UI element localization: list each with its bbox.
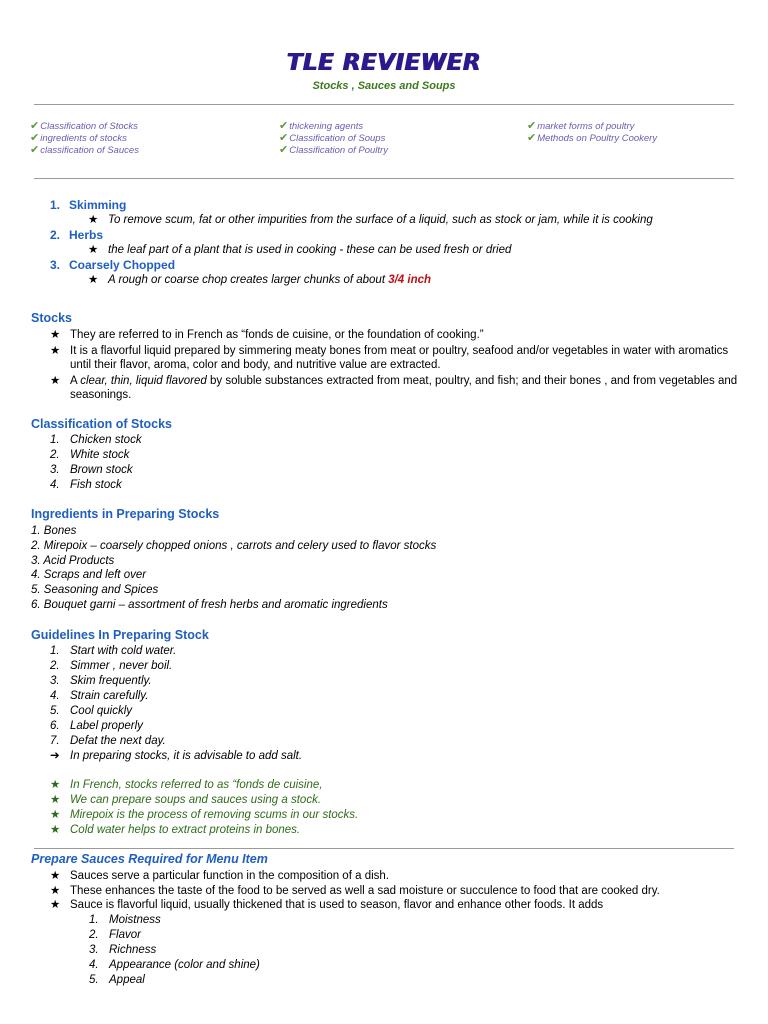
- section-heading-guidelines: Guidelines In Preparing Stock: [31, 628, 209, 642]
- check-icon: ✔: [279, 144, 289, 156]
- list-item: ➔ In preparing stocks, it is advisable to add salt.: [50, 750, 303, 762]
- topic-item: ✔Methods on Poultry Cookery: [527, 132, 658, 144]
- list-item: 3. Brown stock: [50, 464, 133, 476]
- section-heading-sauces: Prepare Sauces Required for Menu Item: [31, 852, 268, 866]
- star-icon: ★: [50, 824, 61, 836]
- list-item: 3. Skim frequently.: [50, 675, 152, 687]
- list-item: 2. Flavor: [89, 929, 141, 941]
- check-icon: ✔: [30, 132, 40, 144]
- note-item: ★ In French, stocks referred to as “fonds de cuisine,: [50, 779, 323, 791]
- note-item: ★ Mirepoix is the process of removing scums in our stocks.: [50, 809, 359, 821]
- bullet-item: ★ They are referred to in French as “fonds de cuisine, or the foundation of cooking.”: [50, 329, 484, 341]
- divider-top: [34, 104, 734, 105]
- definition-term: 3. Coarsely Chopped: [50, 258, 176, 272]
- classification-list: [50, 433, 142, 493]
- topic-item: ✔ingredients of stocks: [30, 132, 127, 144]
- bullet-item: ★ Sauce is flavorful liquid, usually thickened that is used to season, flavor and enhance other foods. It adds: [50, 899, 604, 912]
- list-item: 4. Strain carefully.: [50, 690, 149, 702]
- list-item: 4. Appearance (color and shine): [89, 959, 260, 971]
- list-item: 1. Start with cold water.: [50, 645, 177, 657]
- stocks-bullets: [50, 328, 740, 403]
- bullet-item: ★ Sauces serve a particular function in the composition of a dish.: [50, 870, 389, 882]
- star-icon: ★: [88, 244, 99, 256]
- list-item: 2. White stock: [50, 449, 130, 461]
- topic-item: ✔market forms of poultry: [527, 120, 635, 132]
- list-item: 5. Seasoning and Spices: [31, 584, 159, 597]
- check-icon: ✔: [30, 144, 40, 156]
- list-item: 5. Cool quickly: [50, 705, 132, 717]
- divider-topics: [34, 178, 734, 179]
- document-title: TLE REVIEWER: [286, 50, 482, 76]
- topic-column-1: [30, 120, 139, 156]
- list-item: 1. Chicken stock: [50, 434, 142, 446]
- topic-item: ✔Classification of Poultry: [279, 144, 388, 156]
- check-icon: ✔: [279, 132, 289, 144]
- arrow-icon: ➔: [50, 750, 60, 762]
- definitions-list: [50, 198, 750, 288]
- star-icon: ★: [50, 344, 61, 357]
- star-icon: ★: [88, 274, 99, 286]
- topic-item: ✔Classification of Soups: [279, 132, 386, 144]
- star-icon: ★: [50, 374, 61, 387]
- note-item: ★ We can prepare soups and sauces using a stock.: [50, 794, 322, 806]
- list-item: 1. Bones: [31, 525, 77, 537]
- list-item: 2. Mirepoix – coarsely chopped onions , carrots and celery used to flavor stocks: [31, 539, 437, 552]
- star-icon: ★: [50, 794, 61, 806]
- check-icon: ✔: [279, 120, 289, 132]
- sauces-bullets: [50, 869, 740, 913]
- star-icon: ★: [50, 809, 61, 821]
- highlight-measure: 3/4 inch: [388, 274, 432, 286]
- list-item: 5. Appeal: [89, 974, 145, 986]
- star-icon: ★: [50, 329, 61, 341]
- star-icon: ★: [50, 779, 61, 791]
- list-item: 1. Moistness: [89, 914, 161, 926]
- check-icon: ✔: [30, 120, 40, 132]
- notes-list: [50, 778, 358, 838]
- list-item: 4. Fish stock: [50, 479, 122, 491]
- definition-desc: ★ To remove scum, fat or other impurities from the surface of a liquid, such as stock or jam, while it is cooking: [88, 214, 653, 226]
- check-icon: ✔: [527, 120, 537, 132]
- list-item: 7. Defat the next day.: [50, 735, 166, 747]
- star-icon: ★: [88, 214, 99, 226]
- list-item: 2. Simmer , never boil.: [50, 660, 173, 672]
- bullet-item: ★ It is a flavorful liquid prepared by simmering meaty bones from meat or poultry, seafood and/or vegetables in water with aromatics until their flavor, aroma, color and body, and nutritive value are extracted.: [50, 344, 729, 372]
- star-icon: ★: [50, 884, 61, 897]
- topic-column-3: [527, 120, 657, 144]
- list-item: 3. Acid Products: [31, 554, 115, 567]
- check-icon: ✔: [527, 132, 537, 144]
- list-item: 3. Richness: [89, 944, 157, 956]
- star-icon: ★: [50, 899, 61, 912]
- star-icon: ★: [50, 870, 61, 882]
- note-item: ★ Cold water helps to extract proteins in bones.: [50, 824, 301, 836]
- bullet-item: ★ These enhances the taste of the food to be served as well a sad moisture or succulence to food that are cooked dry.: [50, 884, 660, 897]
- list-item: 6. Bouquet garni – assortment of fresh herbs and aromatic ingredients: [31, 598, 388, 611]
- list-item: 4. Scraps and left over: [31, 569, 147, 582]
- list-item: 6. Label properly: [50, 720, 143, 732]
- topic-column-2: [279, 120, 388, 156]
- definition-desc: ★ the leaf part of a plant that is used in cooking - these can be used fresh or dried: [88, 244, 512, 256]
- definition-term: 1. Skimming: [50, 198, 127, 212]
- section-heading-stocks: Stocks: [31, 311, 72, 325]
- definition-desc: ★ A rough or coarse chop creates larger chunks of about 3/4 inch: [88, 274, 432, 286]
- definition-term: 2. Herbs: [50, 228, 104, 242]
- section-heading-ingredients: Ingredients in Preparing Stocks: [31, 507, 220, 521]
- topic-item: ✔classification of Sauces: [30, 144, 139, 156]
- bullet-item: ★ A clear, thin, liquid flavored by soluble substances extracted from meat, poultry, and fish; and their bones , and from vegetables and seasonings.: [50, 374, 738, 402]
- divider-sauces: [34, 848, 734, 849]
- topic-item: ✔thickening agents: [279, 120, 364, 132]
- guidelines-list: [50, 644, 302, 764]
- topic-item: ✔Classification of Stocks: [30, 120, 138, 132]
- ingredients-list: [31, 524, 436, 613]
- document-subtitle: Stocks , Sauces and Soups: [312, 80, 456, 92]
- section-heading-classification: Classification of Stocks: [31, 417, 173, 431]
- sauce-adds-list: [89, 913, 260, 988]
